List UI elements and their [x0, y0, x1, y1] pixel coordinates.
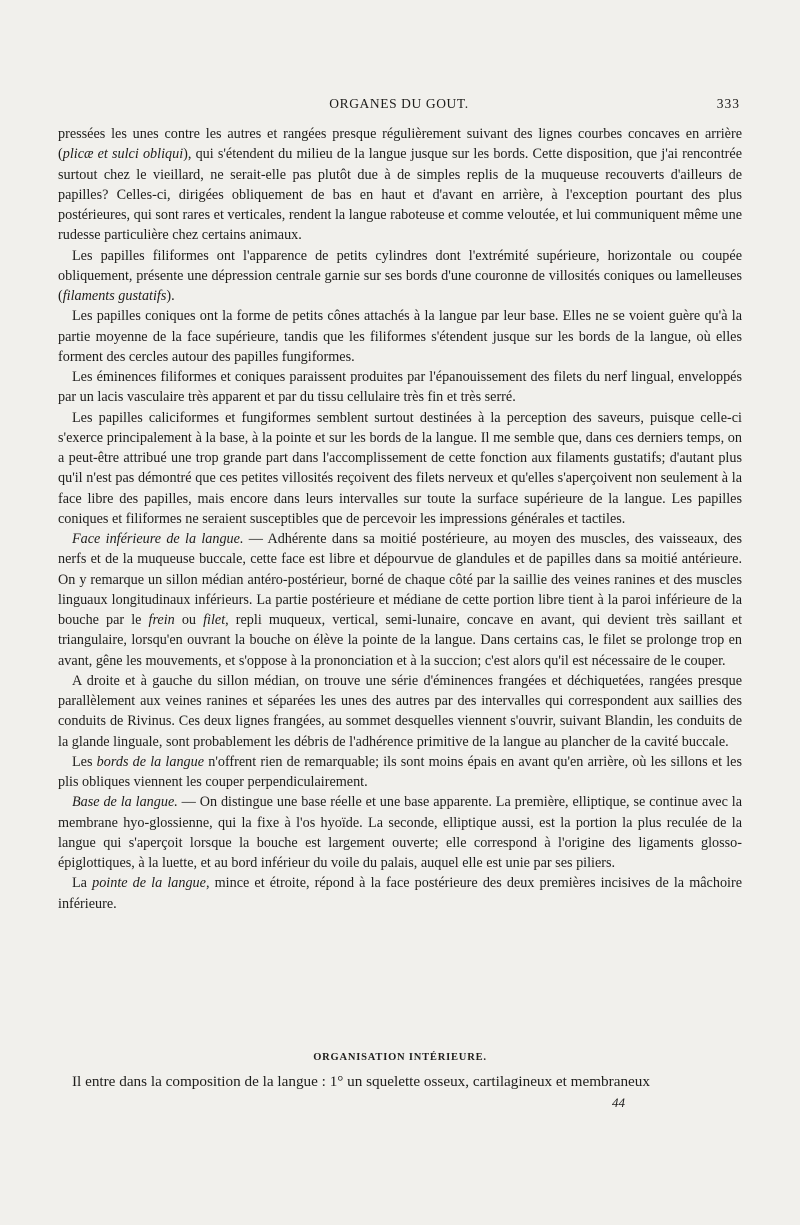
paragraph-6 [58, 529, 742, 671]
paragraph-2 [58, 246, 742, 307]
italic-term: frein [148, 612, 175, 628]
paragraph-7: A droite et à gauche du sillon médian, on trouve une série d'éminences frangées et déchiquetées, rangées presque parallèlement aux veines ranines et séparées les unes des autres par des intervalles qui correspondent aux saillies des conduits de Rivinus. Ces deux lignes frangées, au sommet desquelles viennent s'ouvrir, suivant Blandin, les conduits de la glande linguale, sont probablement les débris de l'adhérence primitive de la langue au plancher de la cavité buccale. [58, 672, 742, 750]
italic-term: pointe de la langue [92, 875, 206, 892]
paragraph-3: Les papilles coniques ont la forme de petits cônes attachés à la langue par leur base. Elles ne se voient guère qu'à la partie moyenne de la face supérieure, tandis que les filiformes s'étendent jusque sur les bords de la langue, où elles forment des cercles autour des papilles fungiformes. [58, 308, 742, 365]
paragraph-1 [58, 124, 742, 246]
paragraph-text: Les [72, 753, 97, 770]
paragraph-text: , mince et étroite, répond à la face postérieure des deux premières incisives de la mâchoire inférieure. [58, 875, 742, 912]
body-text [58, 124, 742, 914]
paragraph-text: — On distingue une base réelle et une base apparente. La première, elliptique, se continue avec la membrane hyo-glossienne, qui la fixe à l'os hyoïde. La seconde, elliptique aussi, est la portion la plus reculée de la langue qui s'aperçoit lorsque la bouche est largement ouverte; elle correspond à l'origine des ligaments glosso-épiglottiques, à la luette, et au bord inférieur du voile du palais, auquel elle est unie par ses piliers. [58, 794, 742, 871]
paragraph-4: Les éminences filiformes et coniques paraissent produites par l'épanouissement des filets du nerf lingual, enveloppés par un lacis vasculaire très apparent et par du tissu cellulaire très fin et très serré. [58, 369, 742, 406]
paragraph-text: , repli muqueux, vertical, semi-lunaire, concave en avant, qui devient très saillant et triangulaire, lorsqu'en ouvrant la bouche on élève la pointe de la langue. Dans certains cas, le filet se prolonge trop en avant, gêne les mouvements, et s'oppose à la prononciation et à la succion; c'est alors qu'il est nécessaire de le couper. [58, 612, 743, 669]
italic-term: filet [203, 612, 226, 628]
running-head: ORGANES DU GOUT. [329, 96, 469, 111]
page-number: 333 [716, 96, 740, 111]
paragraph-text: ou [174, 612, 204, 628]
section-title: ORGANISATION INTÉRIEURE. [313, 1052, 487, 1063]
paragraph-9 [58, 792, 742, 873]
paragraph-text: n'offrent rien de remarquable; ils sont moins épais en avant qu'en arrière, où les sillons et les plis obliques viennent les couper perpendiculairement. [58, 753, 742, 790]
section-first-line: Il entre dans la composition de la langue : 1° un squelette osseux, cartilagineux et membraneux [72, 1073, 650, 1090]
italic-term: filaments gustatifs [62, 288, 167, 304]
italic-heading: Base de la langue. [72, 794, 178, 811]
paragraph-8 [58, 752, 742, 793]
italic-term: plicæ et sulci obliqui [62, 146, 184, 163]
paragraph-text: ), qui s'étendent du milieu de la langue jusque sur les bords. Cette disposition, que j'ai rencontrée surtout chez le vieillard, ne serait-elle pas plutôt due à de simples replis de la muqueuse recouverts d'ailleurs de papilles? Celles-ci, dirigées obliquement de bas en haut et d'avant en arrière, à l'exception pourtant des plus postérieures, qui sont rares et verticales, rendent la langue raboteuse et comme veloutée, et lui communiquent même une rudesse particulière chez certains animaux. [58, 146, 742, 244]
paragraph-text: Les papilles filiformes ont l'apparence de petits cylindres dont l'extrémité supérieure, horizontale ou coupée obliquement, présente une dépression centrale garnie sur ses bords d'une couronne de villosités coniques ou lamelleuses ( [58, 247, 742, 304]
italic-heading: Face inférieure de la langue. [72, 531, 244, 547]
page-header [58, 96, 740, 116]
paragraph-10 [58, 873, 742, 914]
paragraph-text: — Adhérente dans sa moitié postérieure, au moyen des muscles, des vaisseaux, des nerfs et de la muqueuse buccale, cette face est libre et dépourvue de glandules et de papilles dans sa moitié antérieure. On y remarque un sillon médian antéro-postérieur, borné de chaque côté par la saillie des veines ranines et des muscles linguaux longitudinaux inférieurs. La partie postérieure et médiane de cette portion libre tient à la paroi inférieure de la bouche par le [58, 531, 742, 628]
paragraph-text: pressées les unes contre les autres et rangées presque régulièrement suivant des lignes courbes concaves en arrière ( [58, 126, 742, 163]
paragraph-text: ). [166, 288, 175, 304]
italic-term: bords de la langue [96, 753, 205, 770]
paragraph-text: La [72, 875, 93, 892]
signature-mark: 44 [612, 1095, 625, 1110]
paragraph-5: Les papilles caliciformes et fungiformes semblent surtout destinées à la perception des saveurs, puisque celle-ci s'exerce principalement à la base, à la pointe et sur les bords de la langue. Il me semble que, dans ces derniers temps, on a peut-être attribué une trop grande part dans l'accomplissement de cette fonction aux filaments gustatifs; d'autant plus qu'il n'est pas démontré que ces petites villosités reçoivent des filets nerveux et qu'elles s'aperçoivent non seulement à la face libre des papilles, mais encore dans leurs intervalles sur toute la surface supérieure de la langue. Les papilles coniques et filiformes ne seraient susceptibles que de percevoir les impressions générales et tactiles. [58, 409, 742, 527]
